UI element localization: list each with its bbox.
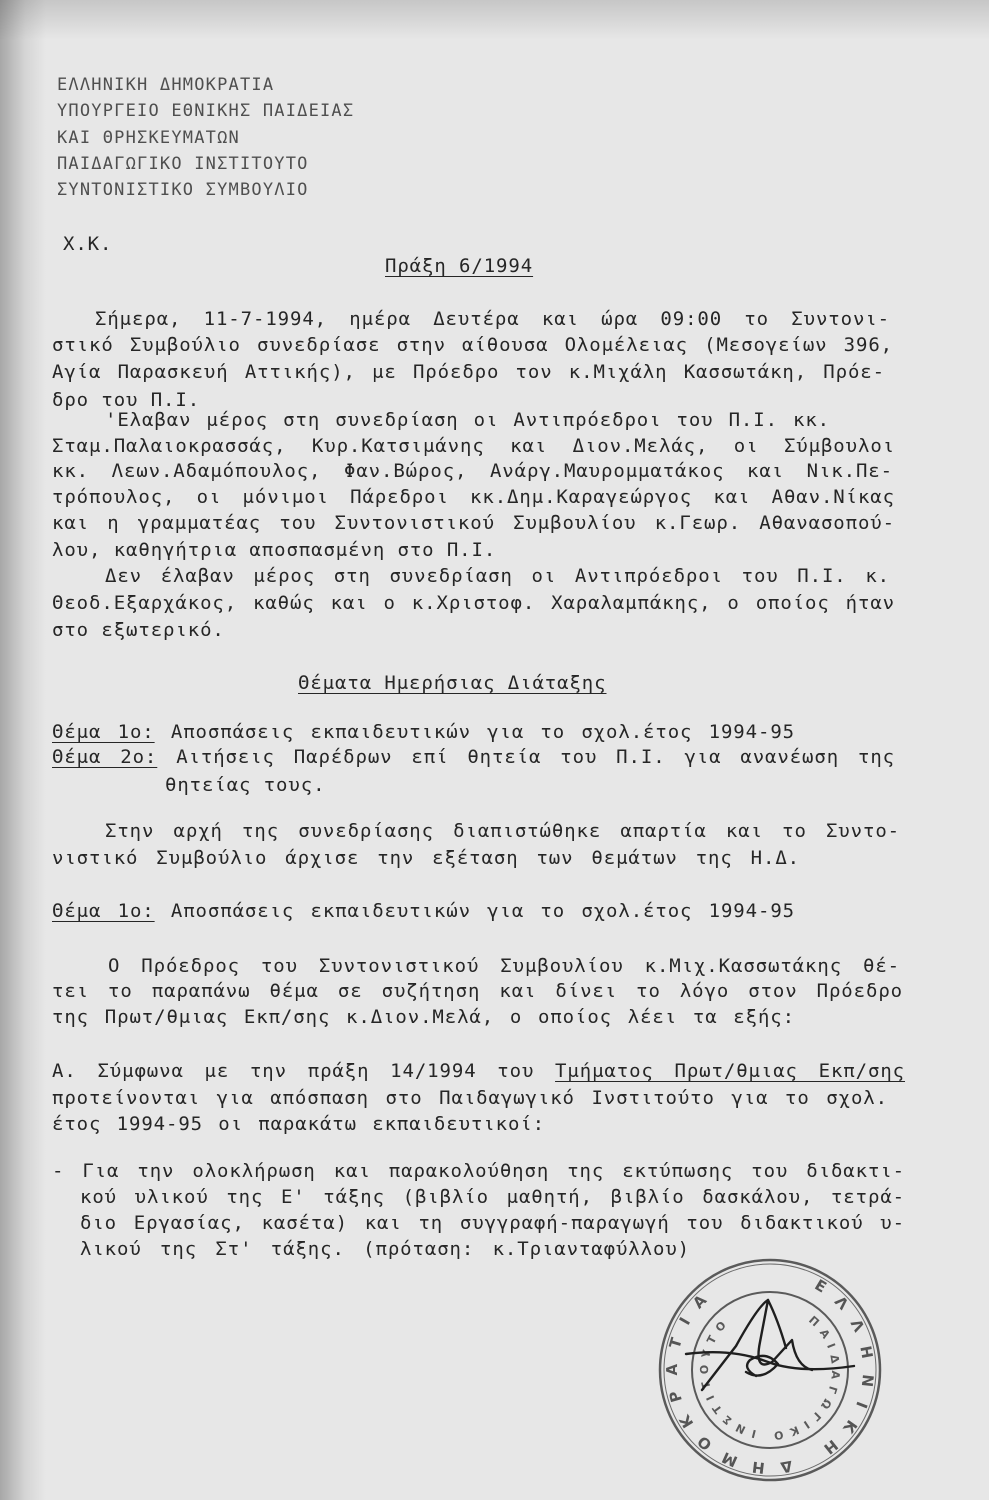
- section-a-text: Σύμφωνα με την πράξη 14/1994 του: [97, 1060, 535, 1082]
- section-a-line: [52, 1059, 905, 1083]
- stamp-outer-text: ΕΛΛΗΝΙΚΗ ΔΗΜΟΚΡΑΤΙΑ: [662, 1275, 878, 1477]
- section-a-line: προτείνονται για απόσπαση στο Παιδαγωγικό Ινστιτούτο για το σχολ.: [52, 1087, 888, 1109]
- agenda-item-continuation: θητείας τους.: [165, 774, 326, 796]
- letterhead-line: ΚΑΙ ΘΡΗΣΚΕΥΜΑΤΩΝ: [57, 128, 240, 148]
- attendees-line: κκ. Λεων.Αδαμόπουλος, Φαν.Βώρος, Ανάργ.Μαυρομματάκος και Νικ.Πε-: [52, 460, 893, 482]
- president-intro-line: της Πρωτ/θμιας Εκπ/σης κ.Διον.Μελά, ο οποίος λέει τα εξής:: [52, 1006, 795, 1028]
- paper-edge-shadow: [0, 0, 46, 1500]
- absentees-line: Δεν έλαβαν μέρος στη συνεδρίαση οι Αντιπρόεδροι του Π.Ι. κ.: [105, 565, 890, 587]
- agenda-item: [52, 745, 895, 769]
- paper-top-shadow: [0, 0, 989, 40]
- item1-text: Αποσπάσεις εκπαιδευτικών για το σχολ.έτος 1994-95: [170, 900, 796, 922]
- section-a-underlined: Τμήματος Πρωτ/θμιας Εκπ/σης: [555, 1060, 906, 1082]
- opening-line: Σήμερα, 11-7-1994, ημέρα Δευτέρα και ώρα 09:00 το Συντονι-: [95, 308, 890, 330]
- bullet-line: λικού της Στ' τάξης. (πρόταση: κ.Τριανταφύλλου): [80, 1238, 690, 1260]
- attendees-line: Σταμ.Παλαιοκρασσάς, Κυρ.Κατσιμάνης και Διον.Μελάς, οι Σύμβουλοι: [52, 435, 895, 457]
- letterhead-line: ΕΛΛΗΝΙΚΗ ΔΗΜΟΚΡΑΤΙΑ: [57, 75, 275, 95]
- attendees-line: λου, καθηγήτρια αποσπασμένη στο Π.Ι.: [52, 539, 497, 561]
- opening-line: δρο του Π.Ι.: [52, 389, 201, 411]
- section-a-line: έτος 1994-95 οι παρακάτω εκπαιδευτικοί:: [52, 1113, 545, 1135]
- agenda-item-text: Αποσπάσεις εκπαιδευτικών για το σχολ.έτος 1994-95: [170, 721, 796, 743]
- item1-label: Θέμα 1ο:: [52, 900, 155, 922]
- attendees-line: και η γραμματέας του Συντονιστικού Συμβουλίου κ.Γεωρ. Αθανασοπού-: [52, 512, 895, 534]
- agenda-item-text: Αιτήσεις Παρέδρων επί θητεία του Π.Ι. για ανανέωση της: [176, 746, 895, 768]
- act-title: Πράξη 6/1994: [385, 255, 534, 277]
- opening-line: Αγία Παρασκευή Αττικής), με Πρόεδρο τον κ.Μιχάλη Κασσωτάκη, Πρόε-: [52, 361, 885, 383]
- bullet-line: διο Εργασίας, κασέτα) και τη συγγραφή-παραγωγή του διδακτικού υ-: [80, 1212, 905, 1234]
- stamp-inner-text: ΠΑΙΔΑΓΩΓΙΚΟ ΙΝΣΤΙΤΟΥΤΟ: [697, 1313, 843, 1442]
- agenda-item-label: Θέμα 2ο:: [52, 746, 158, 768]
- agenda-item-label: Θέμα 1ο:: [52, 721, 155, 743]
- bullet-line: - Για την ολοκλήρωση και παρακολούθηση της εκτύπωσης του διδακτι-: [52, 1160, 905, 1182]
- attendees-line: τρόπουλος, οι μόνιμοι Πάρεδροι κκ.Δημ.Καραγεώργος και Αθαν.Νίκας: [52, 486, 895, 508]
- agenda-heading: Θέματα Ημερήσιας Διάταξης: [298, 672, 607, 694]
- absentees-line: Θεοδ.Εξαρχάκος, καθώς και ο κ.Χριστοφ. Χαραλαμπάκης, ο οποίος ήταν: [52, 592, 895, 614]
- letterhead-line: ΠΑΙΔΑΓΩΓΙΚΟ ΙΝΣΤΙΤΟΥΤΟ: [57, 154, 309, 174]
- absentees-line: στο εξωτερικό.: [52, 619, 225, 641]
- agenda-item: [52, 720, 795, 744]
- letterhead-line: ΣΥΝΤΟΝΙΣΤΙΚΟ ΣΥΜΒΟΥΛΙΟ: [57, 180, 309, 200]
- reference-code: Χ.Κ.: [63, 233, 113, 255]
- president-intro-line: τει το παραπάνω θέμα σε συζήτηση και δίνει το λόγο στον Πρόεδρο: [52, 980, 903, 1002]
- attendees-line: 'Ελαβαν μέρος στη συνεδρίαση οι Αντιπρόεδροι του Π.Ι. κκ.: [105, 409, 830, 431]
- item1-heading: [52, 899, 795, 923]
- section-a-marker: Α.: [52, 1060, 77, 1082]
- opening-line: στικό Συμβούλιο συνεδρίασε στην αίθουσα Ολομέλειας (Μεσογείων 396,: [52, 334, 893, 356]
- bullet-line: κού υλικού της Ε' τάξης (βιβλίο μαθητή, βιβλίο δασκάλου, τετρά-: [80, 1186, 905, 1208]
- president-intro-line: Ο Πρόεδρος του Συντονιστικού Συμβουλίου κ.Μιχ.Κασσωτάκης θέ-: [108, 955, 900, 977]
- quorum-line: νιστικό Συμβούλιο άρχισε την εξέταση των θεμάτων της Η.Δ.: [52, 847, 800, 869]
- official-stamp: [650, 1250, 890, 1490]
- letterhead-line: ΥΠΟΥΡΓΕΙΟ ΕΘΝΙΚΗΣ ΠΑΙΔΕΙΑΣ: [57, 101, 355, 121]
- quorum-line: Στην αρχή της συνεδρίασης διαπιστώθηκε απαρτία και το Συντο-: [105, 820, 900, 842]
